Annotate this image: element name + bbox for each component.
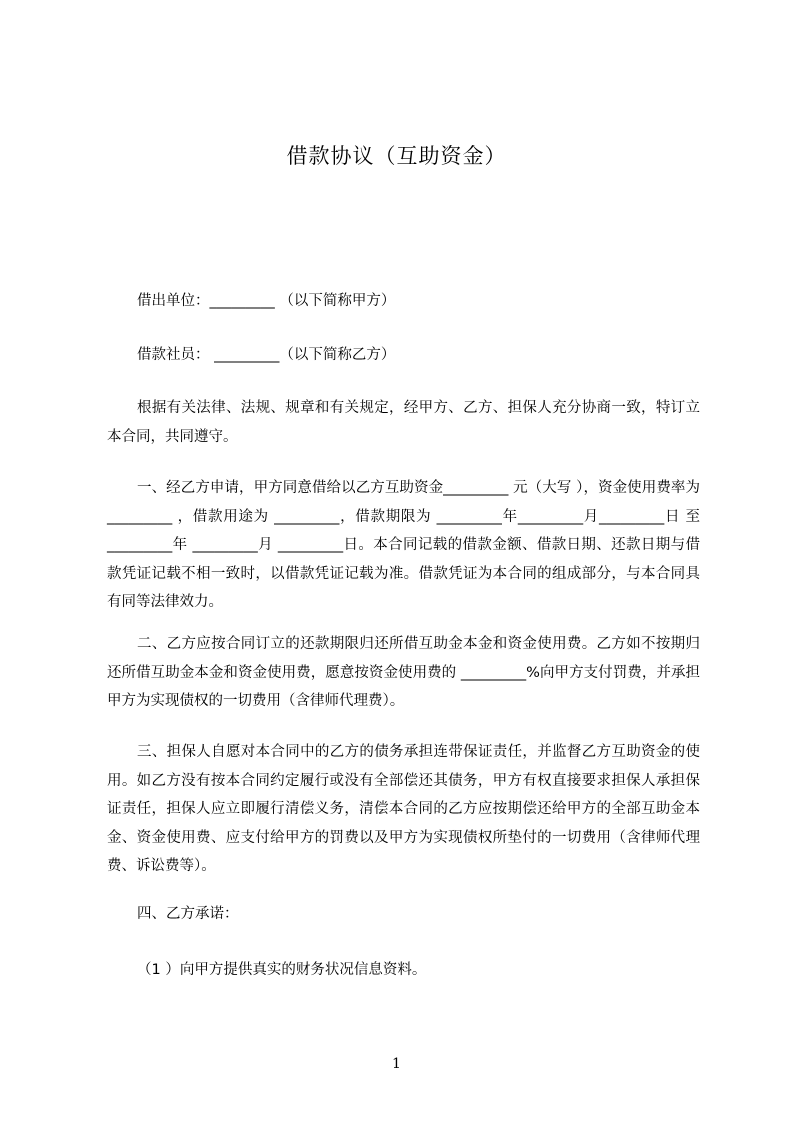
page-number: 1 — [392, 1056, 401, 1072]
clause-4-heading: 四、乙方承诺： — [137, 906, 239, 922]
clause-4-item-1: （1 ）向甲方提供真实的财务状况信息资料。 — [137, 962, 427, 978]
clause-1-paragraph: 一、经乙方申请，甲方同意借给以乙方互助资金_________ 元（大写 ），资金使用费率为_________ ，借款用途为 _________，借款期限为 _________年_________月_________日 至 _________年 _________月 _________日。本合同记载的借款金额、借款日期、还款日期与借款凭证记载不相一致时，以借款凭证记载为准。借款凭证为本合同的组成部分，与本合同具有同等法律效力。 — [107, 480, 700, 610]
borrower-line: 借款社员： _________（以下简称乙方） — [137, 347, 396, 363]
lender-line: 借出单位：_________ （以下简称甲方） — [137, 293, 396, 309]
clause-3-paragraph: 三、担保人自愿对本合同中的乙方的债务承担连带保证责任，并监督乙方互助资金的使用。如乙方没有按本合同约定履行或没有全部偿还其债务，甲方有权直接要求担保人承担保证责任，担保人应立即履行清偿义务，清偿本合同的乙方应按期偿还给甲方的全部互助金本金、资金使用费、应支付给甲方的罚费以及甲方为实现债权所垫付的一切费用（含律师代理费、诉讼费等）。 — [107, 744, 700, 874]
intro-paragraph: 根据有关法律、法规、规章和有关规定，经甲方、乙方、担保人充分协商一致，特订立本合同，共同遵守。 — [107, 400, 700, 445]
clause-2-paragraph: 二、乙方应按合同订立的还款期限归还所借互助金本金和资金使用费。乙方如不按期归还所借互助金本金和资金使用费，愿意按资金使用费的 _________%向甲方支付罚费，并承担甲方为实现债权的一切费用（含律师代理费）。 — [107, 636, 700, 709]
document-title: 借款协议（互助资金） — [286, 144, 507, 168]
